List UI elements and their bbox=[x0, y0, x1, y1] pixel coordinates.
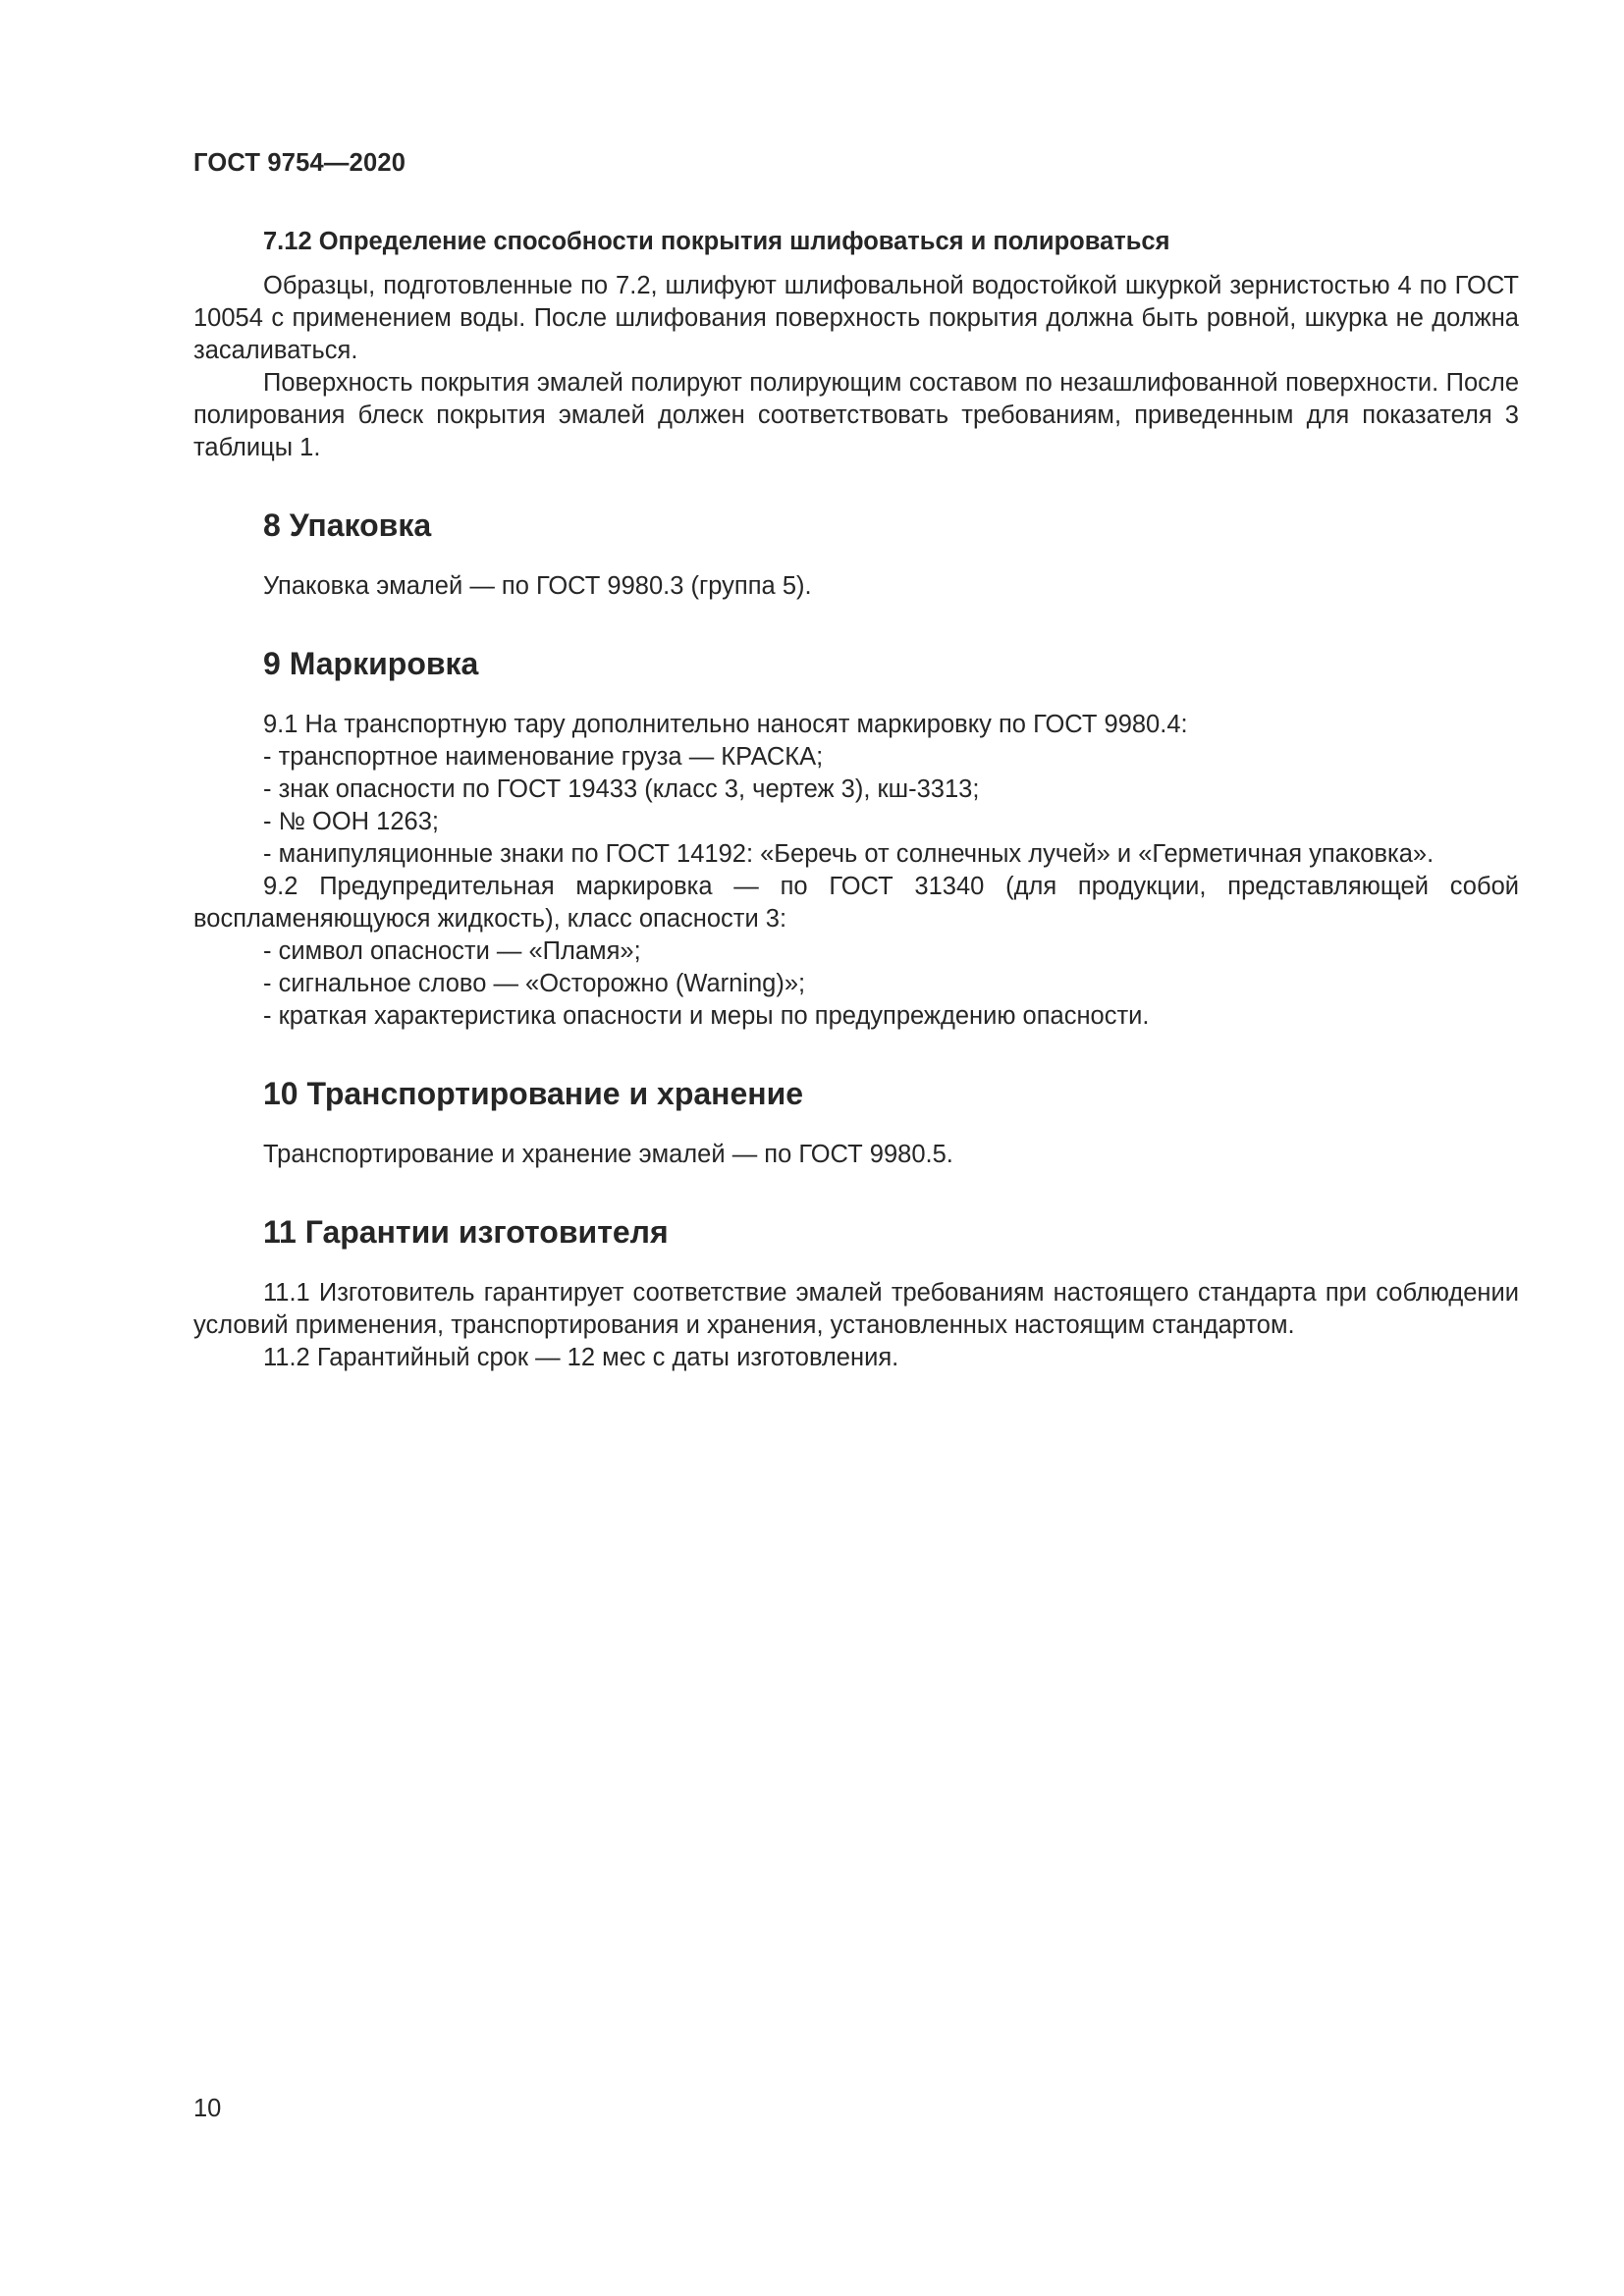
section-9-2-list-item: - символ опасности — «Пламя»; bbox=[263, 937, 641, 965]
section-9-1-list-item: - № ООН 1263; bbox=[263, 808, 439, 835]
section-10-title: 10 Транспортирование и хранение bbox=[263, 1076, 804, 1111]
section-9-2-list-item: - краткая характеристика опасности и меры по предупреждению опасности. bbox=[263, 1002, 1150, 1030]
section-11-2-paragraph: 11.2 Гарантийный срок — 12 мес с даты изготовления. bbox=[263, 1344, 899, 1371]
section-11-1-paragraph: 11.1 Изготовитель гарантирует соответствие эмалей требованиям настоящего стандарта при соблюдении условий применения, транспортирования и хранения, установленных настоящим стандартом. bbox=[193, 1279, 1519, 1339]
document-page bbox=[193, 0, 1519, 2296]
section-9-1-list-item: - транспортное наименование груза — КРАСКА; bbox=[263, 743, 824, 771]
subsection-7-12-paragraph-2: Поверхность покрытия эмалей полируют полирующим составом по незашлифованной поверхности. После полирования блеск покрытия эмалей должен соответствовать требованиям, приведенным для показателя 3 таблицы 1. bbox=[193, 369, 1519, 461]
page-number: 10 bbox=[193, 2095, 222, 2122]
section-9-2-paragraph: 9.2 Предупредительная маркировка — по ГОСТ 31340 (для продукции, представляющей собой воспламеняющуюся жидкость), класс опасности 3: bbox=[193, 873, 1519, 933]
section-8-title: 8 Упаковка bbox=[263, 507, 432, 543]
document-content bbox=[193, 226, 1519, 1374]
subsection-7-12-paragraph-1: Образцы, подготовленные по 7.2, шлифуют шлифовальной водостойкой шкуркой зернистостью 4 по ГОСТ 10054 с применением воды. После шлифования поверхность покрытия должна быть ровной, шкурка не должна засаливаться. bbox=[193, 272, 1519, 364]
section-9-title: 9 Маркировка bbox=[263, 646, 479, 681]
section-11-title: 11 Гарантии изготовителя bbox=[263, 1214, 669, 1250]
section-9-1-paragraph: 9.1 На транспортную тару дополнительно наносят маркировку по ГОСТ 9980.4: bbox=[263, 711, 1188, 738]
section-9-1-list-item: - манипуляционные знаки по ГОСТ 14192: «Беречь от солнечных лучей» и «Герметичная упаковка». bbox=[263, 840, 1435, 868]
section-9-1-list-item: - знак опасности по ГОСТ 19433 (класс 3, чертеж 3), кш-3313; bbox=[263, 775, 980, 803]
document-code-header: ГОСТ 9754—2020 bbox=[193, 149, 406, 177]
section-9-2-list-item: - сигнальное слово — «Осторожно (Warning)»; bbox=[263, 970, 806, 997]
subsection-7-12-title: 7.12 Определение способности покрытия шлифоваться и полироваться bbox=[263, 228, 1170, 255]
section-8-paragraph: Упаковка эмалей — по ГОСТ 9980.3 (группа 5). bbox=[263, 572, 812, 600]
section-10-paragraph: Транспортирование и хранение эмалей — по ГОСТ 9980.5. bbox=[263, 1141, 953, 1168]
